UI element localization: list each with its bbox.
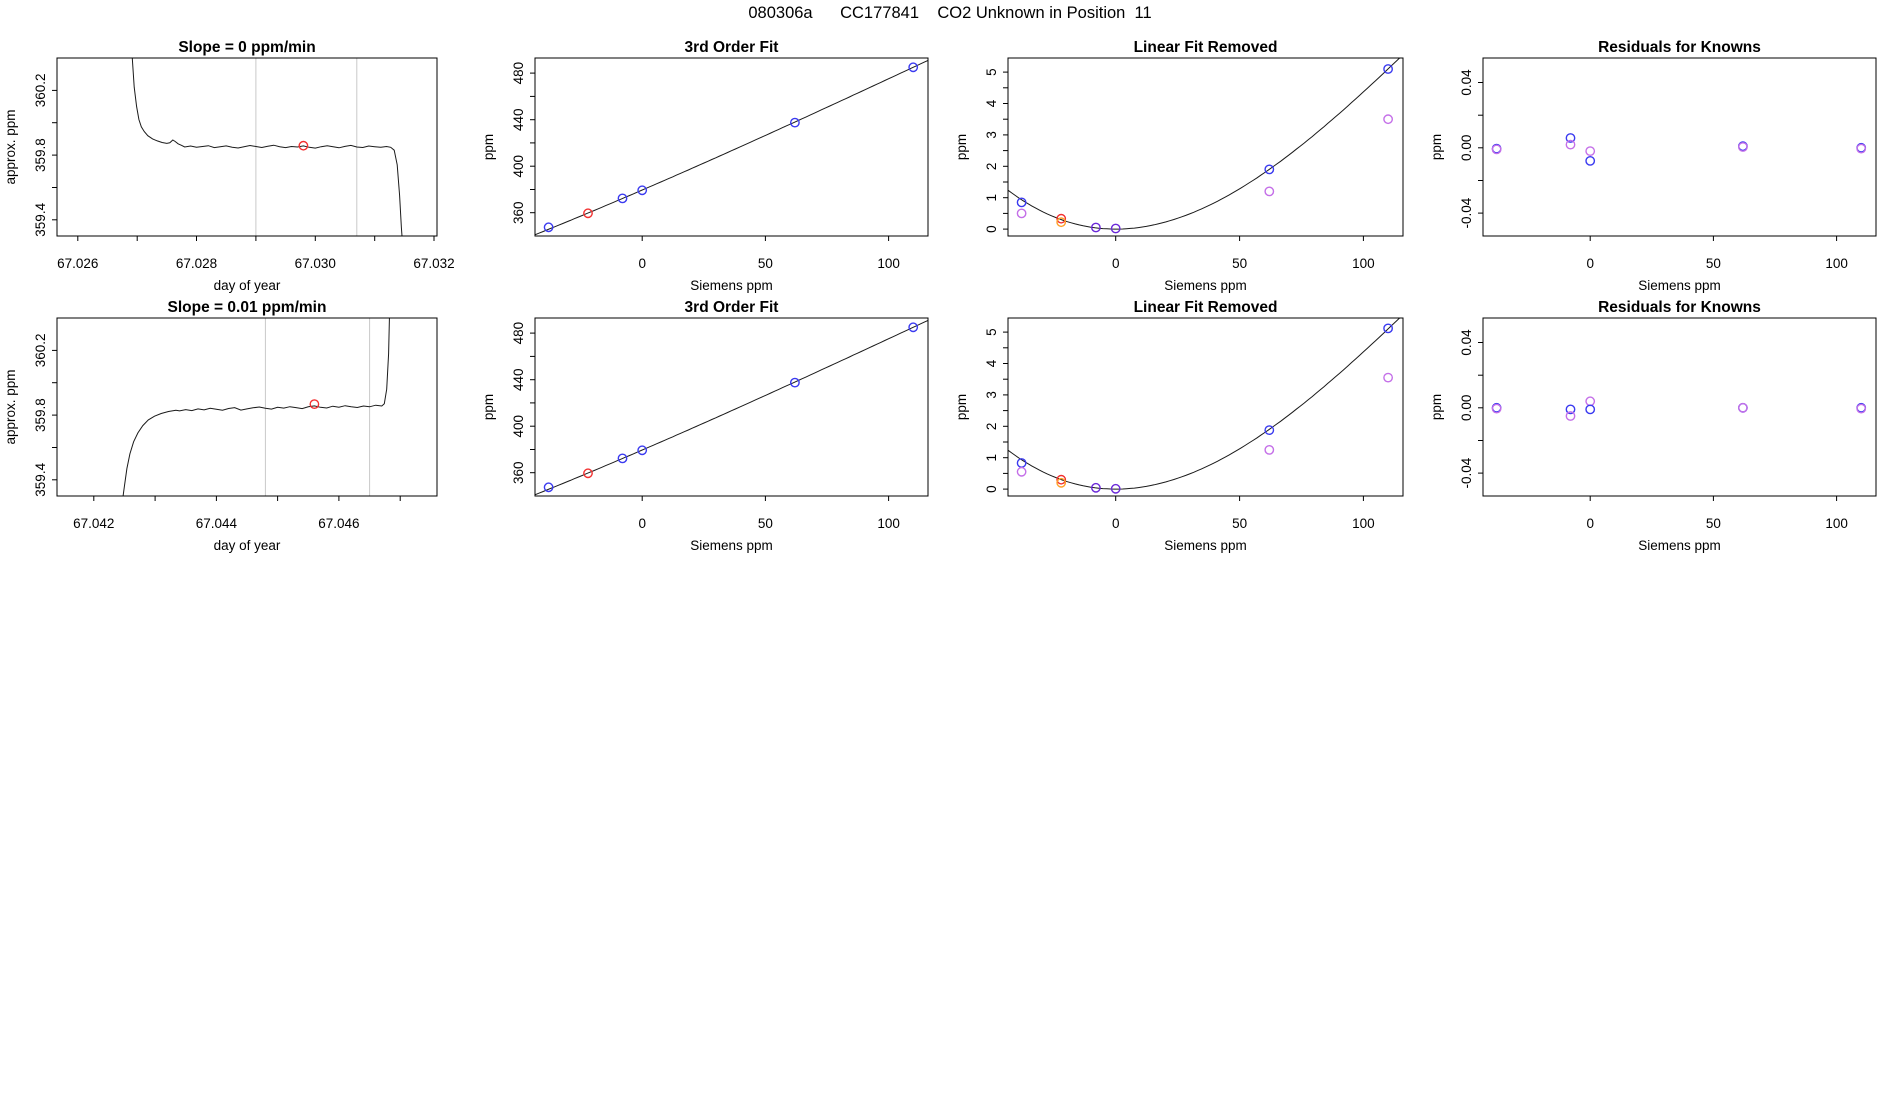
x-tick-label: 0 <box>638 516 646 531</box>
y-tick-label: 0 <box>984 485 999 493</box>
plot-box <box>535 58 928 236</box>
axes <box>33 334 400 531</box>
plot-title: 3rd Order Fit <box>684 299 779 316</box>
data-point-orchid <box>1384 373 1392 381</box>
data-point-red <box>1057 215 1065 223</box>
x-axis-title: Siemens ppm <box>1164 278 1247 293</box>
curve-line <box>535 60 928 234</box>
plot-resid-row1 <box>1420 22 1895 294</box>
data-point-blue <box>1492 144 1500 152</box>
plot-slope-row1 <box>0 22 470 294</box>
x-tick-label: 100 <box>877 256 900 271</box>
x-tick-label: 0 <box>638 256 646 271</box>
x-tick-label: 0 <box>1586 256 1594 271</box>
data-point-blue <box>1586 405 1594 413</box>
data-point-orange <box>1057 479 1065 487</box>
plot-title: Residuals for Knowns <box>1598 299 1761 316</box>
x-axis-title: Siemens ppm <box>1638 538 1721 553</box>
plot-lfr-row1 <box>945 22 1420 294</box>
plot-title: Linear Fit Removed <box>1133 299 1278 316</box>
x-axis-title: Siemens ppm <box>690 278 773 293</box>
x-axis-title: day of year <box>213 278 281 293</box>
x-tick-label: 50 <box>1705 516 1721 531</box>
data-point-blue <box>638 446 646 454</box>
data-point-red <box>310 400 318 408</box>
x-tick-label: 50 <box>757 516 773 531</box>
data-point-purple <box>1112 224 1120 232</box>
data-point-orchid <box>1265 187 1273 195</box>
data-point-blue <box>1265 165 1273 173</box>
plot-box <box>1483 318 1876 496</box>
data-points <box>310 400 318 408</box>
y-tick-label: 0 <box>984 225 999 233</box>
y-tick-label: 360.2 <box>33 73 48 108</box>
y-tick-label: -0.04 <box>1459 457 1474 489</box>
y-tick-label: 400 <box>511 414 526 438</box>
y-tick-label: 400 <box>511 154 526 178</box>
y-tick-label: -0.04 <box>1459 197 1474 229</box>
data-point-blue <box>1739 142 1747 150</box>
data-point-blue <box>618 454 626 462</box>
data-point-orchid <box>1384 115 1392 123</box>
axes <box>1459 69 1848 271</box>
plot-title: 3rd Order Fit <box>684 39 779 56</box>
axes <box>511 62 900 271</box>
axes <box>984 68 1375 271</box>
data-point-blue <box>618 194 626 202</box>
y-tick-label: 5 <box>984 328 999 336</box>
plot-resid-row2 <box>1420 282 1895 554</box>
data-points <box>1017 65 1392 233</box>
y-tick-label: 0.00 <box>1459 134 1474 161</box>
y-tick-label: 359.8 <box>33 398 48 432</box>
y-tick-label: 1 <box>984 193 999 202</box>
y-tick-label: 3 <box>984 131 999 139</box>
data-point-blue <box>1017 459 1025 467</box>
plot-fit-row1 <box>470 22 945 294</box>
x-tick-label: 50 <box>1232 516 1248 531</box>
data-point-red <box>1057 476 1065 484</box>
y-tick-label: 440 <box>511 108 526 131</box>
curve-line <box>1008 315 1403 489</box>
x-tick-label: 50 <box>1232 256 1248 271</box>
data-point-blue <box>909 63 917 71</box>
data-point-orchid <box>1265 446 1273 454</box>
data-point-orchid <box>1492 404 1500 412</box>
x-tick-label: 0 <box>1586 516 1594 531</box>
y-tick-label: 360 <box>511 461 526 484</box>
data-points <box>1492 397 1865 420</box>
x-tick-label: 50 <box>757 256 773 271</box>
axes <box>984 328 1375 531</box>
x-tick-label: 67.030 <box>294 256 336 271</box>
curve-line <box>122 302 390 504</box>
plot-title: Residuals for Knowns <box>1598 39 1761 56</box>
data-point-red <box>299 142 307 150</box>
data-point-blue <box>1566 134 1574 142</box>
x-tick-label: 67.044 <box>195 516 238 531</box>
data-point-orchid <box>1857 404 1865 412</box>
x-tick-label: 67.042 <box>73 516 115 531</box>
y-tick-label: 2 <box>984 422 999 431</box>
y-axis-title: ppm <box>954 393 969 421</box>
data-point-orchid <box>1857 144 1865 152</box>
data-points <box>1017 324 1392 493</box>
x-axis-title: day of year <box>213 538 281 553</box>
data-point-purple <box>1092 223 1100 231</box>
data-points <box>544 323 917 491</box>
data-point-orchid <box>1586 147 1594 155</box>
data-point-orchid <box>1739 143 1747 151</box>
data-point-orchid <box>1017 468 1025 476</box>
y-tick-label: 360 <box>511 201 526 224</box>
y-axis-title: ppm <box>1429 393 1444 421</box>
data-point-blue <box>1857 144 1865 152</box>
plot-fit-row2 <box>470 282 945 554</box>
x-tick-label: 67.046 <box>318 516 360 531</box>
plot-box <box>57 318 437 496</box>
data-points <box>544 63 917 231</box>
plot-title: Slope = 0.01 ppm/min <box>167 299 327 316</box>
y-tick-label: 0.00 <box>1459 394 1474 421</box>
x-axis-title: Siemens ppm <box>1164 538 1247 553</box>
y-tick-label: 4 <box>984 359 999 368</box>
data-point-blue <box>544 223 552 231</box>
x-tick-label: 100 <box>1825 516 1848 531</box>
y-axis-title: ppm <box>481 133 496 161</box>
x-axis-title: Siemens ppm <box>690 538 773 553</box>
data-point-blue <box>1739 404 1747 412</box>
plot-title: Linear Fit Removed <box>1133 39 1278 56</box>
y-tick-label: 359.4 <box>33 462 48 497</box>
data-point-orange <box>1057 218 1065 226</box>
plot-box <box>57 58 437 236</box>
data-point-blue <box>544 483 552 491</box>
x-tick-label: 0 <box>1111 516 1120 531</box>
y-axis-title: approx. ppm <box>3 369 18 445</box>
data-point-blue <box>909 323 917 331</box>
y-tick-label: 360.2 <box>33 333 48 368</box>
x-tick-label: 100 <box>1352 256 1375 271</box>
data-point-blue <box>638 186 646 194</box>
plot-slope-row2 <box>0 282 470 554</box>
y-tick-label: 4 <box>984 99 999 108</box>
x-tick-label: 100 <box>1825 256 1848 271</box>
y-tick-label: 5 <box>984 68 999 76</box>
data-point-orchid <box>1566 412 1574 420</box>
x-tick-label: 67.032 <box>413 256 455 271</box>
data-point-blue <box>1586 157 1594 165</box>
y-tick-label: 440 <box>511 368 526 391</box>
y-tick-label: 480 <box>511 321 526 345</box>
x-axis-title: Siemens ppm <box>1638 278 1721 293</box>
data-point-blue <box>1566 405 1574 413</box>
data-point-blue <box>1265 426 1273 434</box>
y-tick-label: 0.04 <box>1459 69 1474 96</box>
plot-box <box>1008 58 1403 236</box>
data-point-blue <box>1492 404 1500 412</box>
y-tick-label: 1 <box>984 453 999 462</box>
data-point-orchid <box>1739 404 1747 412</box>
data-point-orchid <box>1566 140 1574 148</box>
data-point-orchid <box>1017 209 1025 217</box>
x-tick-label: 67.026 <box>57 256 99 271</box>
y-tick-label: 480 <box>511 61 526 85</box>
curve-line <box>131 42 402 244</box>
plot-title: Slope = 0 ppm/min <box>178 39 316 56</box>
plot-lfr-row2 <box>945 282 1420 554</box>
y-tick-label: 359.8 <box>33 138 48 172</box>
data-point-purple <box>1092 484 1100 492</box>
curve-line <box>535 320 928 494</box>
x-tick-label: 100 <box>877 516 900 531</box>
x-tick-label: 100 <box>1352 516 1375 531</box>
axes <box>33 74 455 271</box>
y-tick-label: 0.04 <box>1459 329 1474 356</box>
data-point-orchid <box>1492 145 1500 153</box>
data-point-blue <box>1017 198 1025 206</box>
axes <box>511 322 900 531</box>
curve-line <box>1008 55 1403 229</box>
y-tick-label: 359.4 <box>33 202 48 237</box>
data-point-blue <box>1384 65 1392 73</box>
data-point-red <box>584 209 592 217</box>
x-tick-label: 67.028 <box>175 256 218 271</box>
plot-box <box>1483 58 1876 236</box>
data-point-blue <box>1384 324 1392 332</box>
y-axis-title: approx. ppm <box>3 109 18 185</box>
data-points <box>299 142 307 150</box>
x-tick-label: 0 <box>1111 256 1120 271</box>
data-point-blue <box>791 378 799 386</box>
y-tick-label: 3 <box>984 391 999 399</box>
figure-title: 080306a CC177841 CO2 Unknown in Position 11 <box>748 4 1152 22</box>
data-points <box>1492 134 1865 165</box>
plot-box <box>1008 318 1403 496</box>
data-point-red <box>584 469 592 477</box>
y-axis-title: ppm <box>1429 133 1444 161</box>
plot-box <box>535 318 928 496</box>
axes <box>1459 329 1848 531</box>
data-point-purple <box>1112 485 1120 493</box>
data-point-orchid <box>1586 397 1594 405</box>
data-point-blue <box>1857 404 1865 412</box>
y-axis-title: ppm <box>481 393 496 421</box>
x-tick-label: 50 <box>1705 256 1721 271</box>
y-axis-title: ppm <box>954 133 969 161</box>
data-point-blue <box>791 118 799 126</box>
y-tick-label: 2 <box>984 162 999 171</box>
